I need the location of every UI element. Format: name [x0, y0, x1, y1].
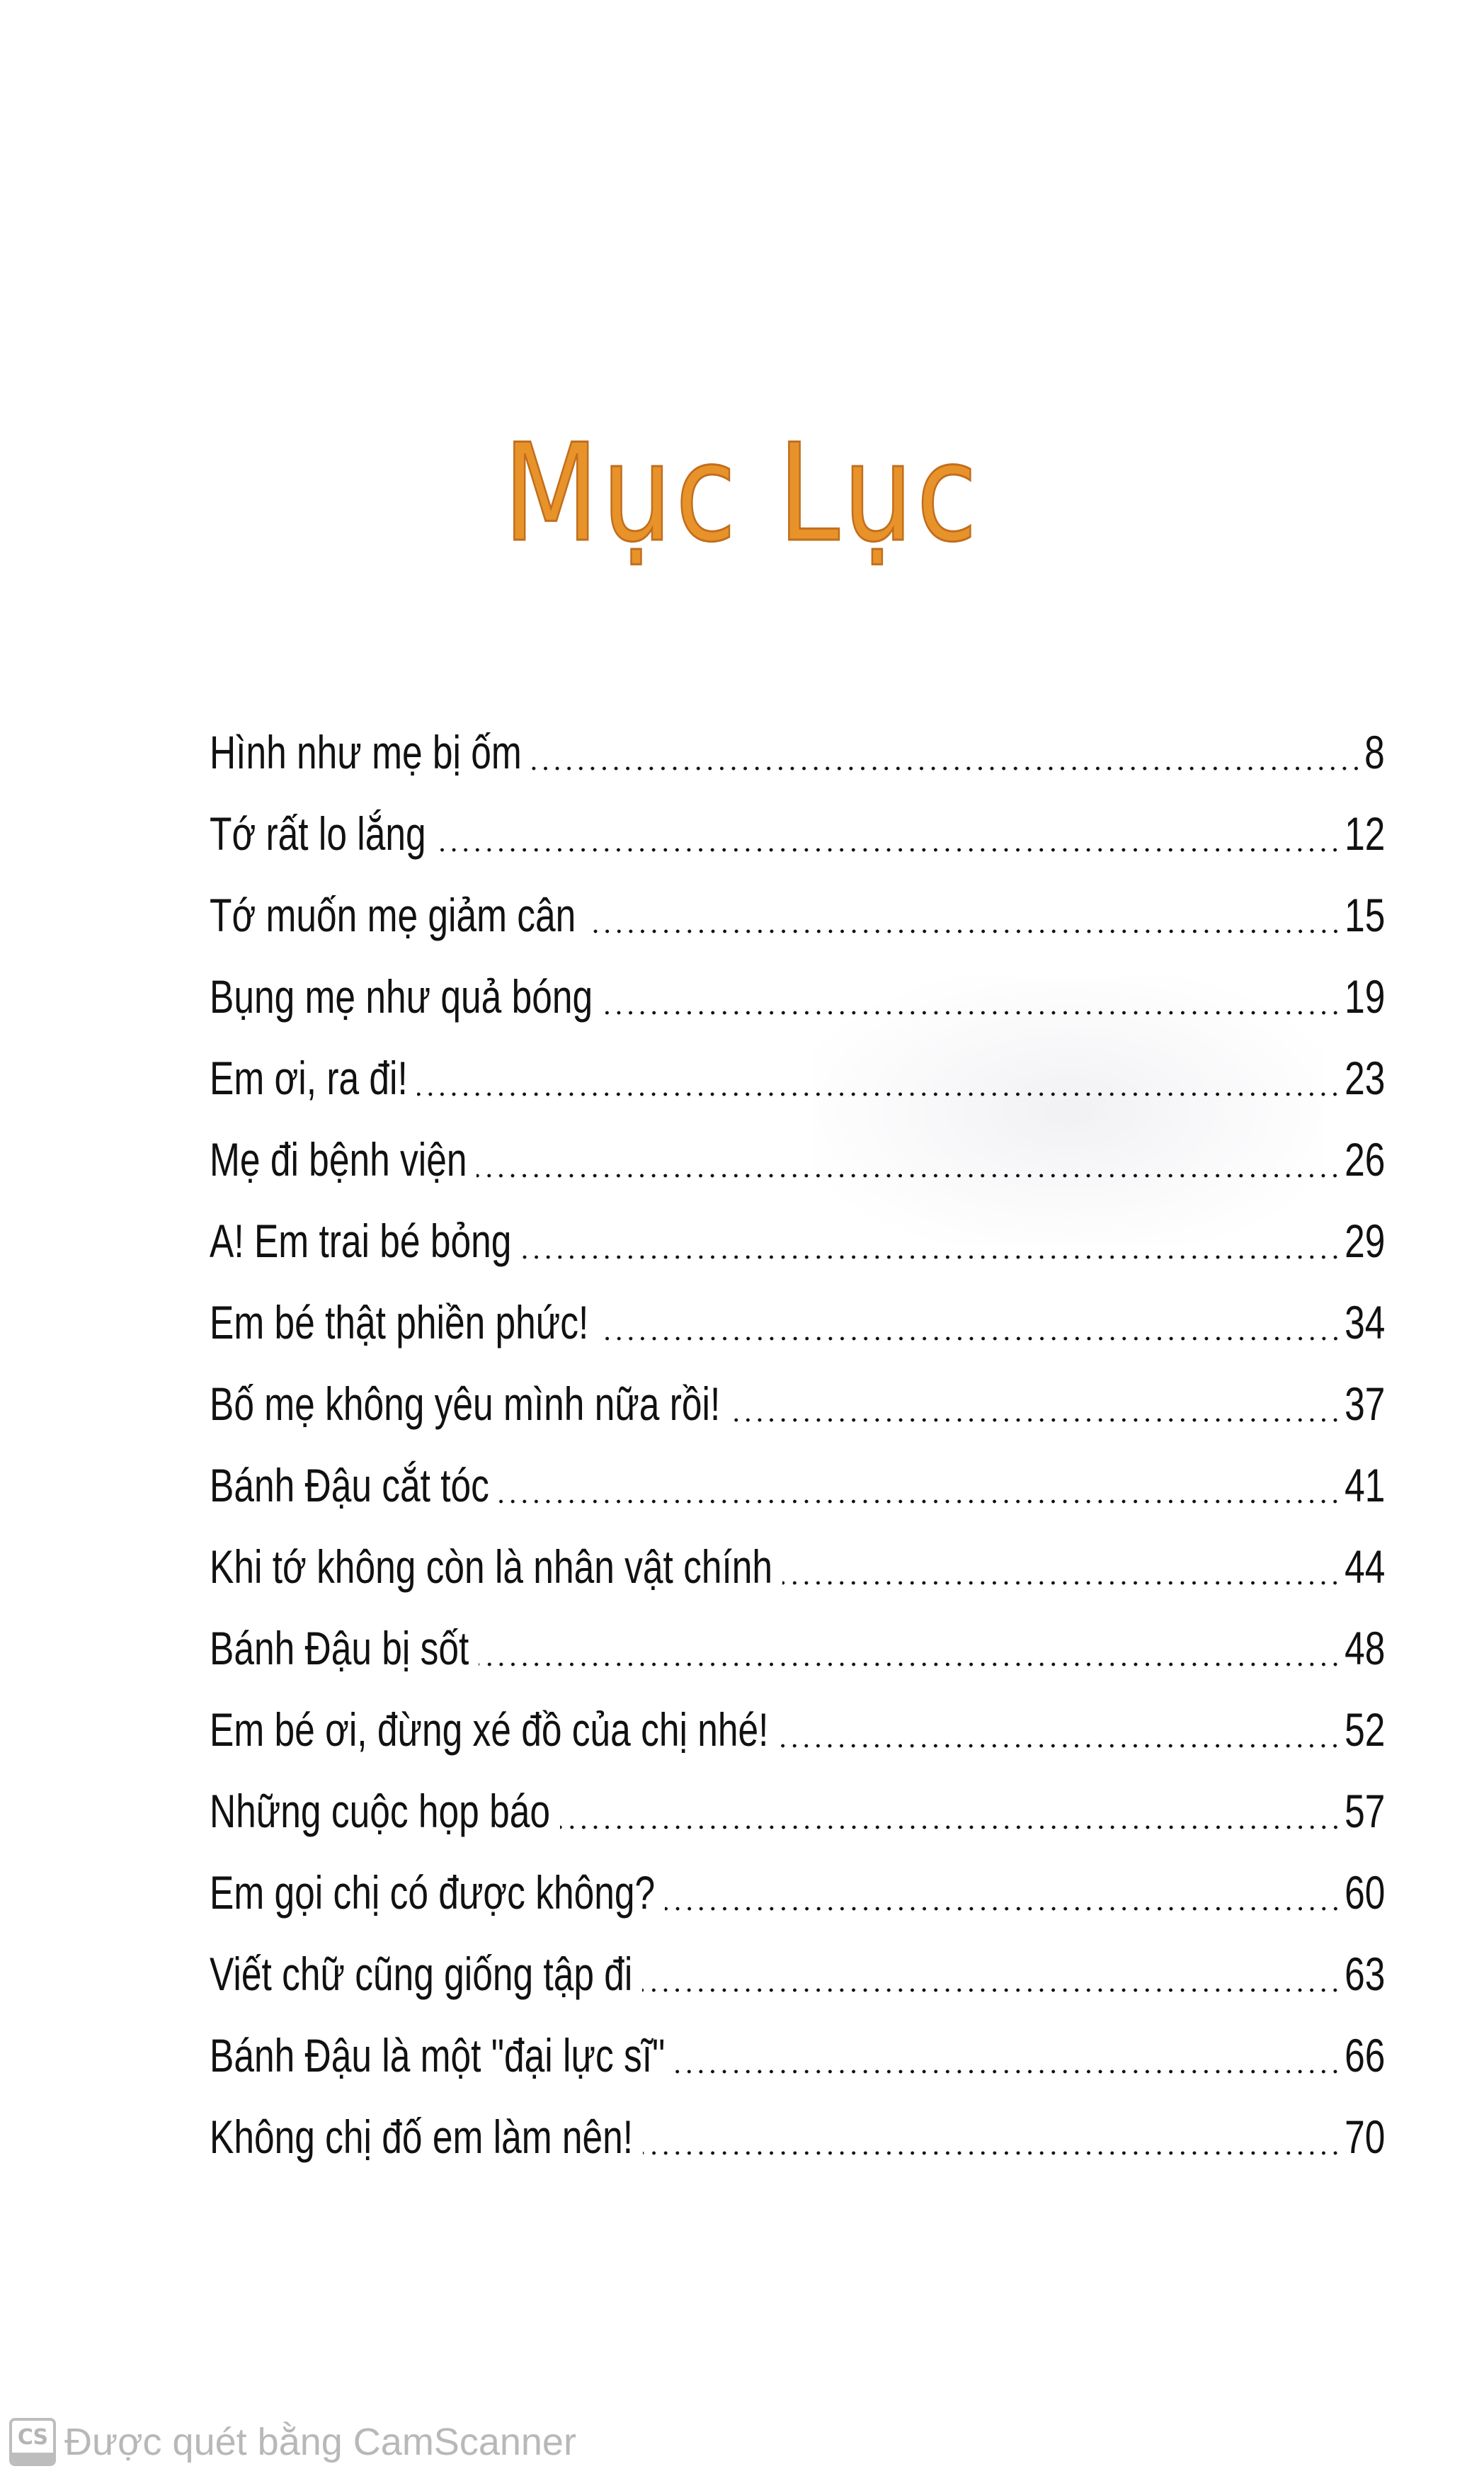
- toc-entry-page: 41: [1344, 1459, 1385, 1511]
- toc-entry-page: 34: [1344, 1296, 1385, 1348]
- dot-leader: [499, 1499, 1341, 1504]
- camscanner-watermark: [9, 2416, 576, 2468]
- dot-leader: [479, 1662, 1341, 1666]
- toc-entry: [210, 1375, 1385, 1457]
- dot-leader: [476, 1174, 1341, 1178]
- toc-entry: [210, 1538, 1385, 1620]
- toc-entry-page: 70: [1344, 2111, 1385, 2163]
- toc-entry-page: 37: [1344, 1378, 1385, 1430]
- dot-leader: [665, 1907, 1342, 1911]
- dot-leader: [435, 848, 1341, 852]
- toc-entry-page: 23: [1344, 1052, 1385, 1104]
- toc-entry-page: 48: [1344, 1622, 1385, 1674]
- toc-entry: [210, 1701, 1385, 1783]
- toc-entry-title: Khi tớ không còn là nhân vật chính: [210, 1540, 773, 1593]
- toc-entry: [210, 1946, 1385, 2027]
- toc-entry-title: Em bé thật phiền phức!: [210, 1296, 589, 1348]
- toc-entry-page: 66: [1344, 2029, 1385, 2082]
- toc-entry-page: 15: [1344, 889, 1385, 941]
- toc-entry-page: 60: [1344, 1866, 1385, 1919]
- toc-entry: [210, 1213, 1385, 1294]
- toc-entry: [210, 1864, 1385, 1946]
- camscanner-logo-bar: [12, 2453, 53, 2463]
- toc-entry-page: 44: [1344, 1540, 1385, 1593]
- dot-leader: [642, 1988, 1341, 1992]
- toc-entry-title: Mẹ đi bệnh viện: [210, 1133, 467, 1186]
- dot-leader: [560, 1825, 1342, 1829]
- toc-entry: [210, 968, 1385, 1050]
- toc-entry: [210, 2108, 1385, 2190]
- dot-leader: [778, 1744, 1341, 1748]
- camscanner-logo-icon: [9, 2418, 56, 2466]
- toc-entry-title: Không chị đố em làm nên!: [210, 2111, 634, 2163]
- toc-entry: [210, 724, 1385, 805]
- dot-leader: [532, 766, 1362, 771]
- toc-entry: [210, 1050, 1385, 1131]
- toc-entry-title: Viết chữ cũng giống tập đi: [210, 1948, 633, 2000]
- toc-entry: [210, 1131, 1385, 1213]
- toc-entry-page: 19: [1344, 970, 1385, 1023]
- toc-entry-title: Bánh Đậu là một "đại lực sĩ": [210, 2029, 666, 2082]
- toc-entry-title: Em ơi, ra đi!: [210, 1052, 408, 1104]
- toc-entry: [210, 2027, 1385, 2108]
- dot-leader: [599, 1336, 1342, 1341]
- toc-entry-page: 63: [1344, 1948, 1385, 2000]
- dot-leader: [603, 1011, 1341, 1015]
- toc-entry-title: Những cuộc họp báo: [210, 1785, 550, 1837]
- dot-leader: [586, 929, 1342, 933]
- toc-entry-title: Tớ rất lo lắng: [210, 807, 426, 860]
- toc-entry: [210, 1620, 1385, 1701]
- toc-entry-page: 29: [1344, 1215, 1385, 1267]
- dot-leader: [675, 2069, 1341, 2074]
- toc-entry-title: Hình như mẹ bị ốm: [210, 726, 522, 778]
- toc-entry: [210, 1294, 1385, 1375]
- toc-entry: [210, 1783, 1385, 1864]
- toc-entry-title: A! Em trai bé bỏng: [210, 1215, 512, 1267]
- dot-leader: [643, 2151, 1341, 2155]
- camscanner-logo-text: CS: [17, 2425, 48, 2450]
- toc-entry: [210, 887, 1385, 968]
- dot-leader: [782, 1581, 1341, 1585]
- dot-leader: [730, 1418, 1341, 1422]
- watermark-text: Được quét bằng CamScanner: [64, 2421, 576, 2463]
- toc-entry: [210, 1457, 1385, 1538]
- toc-entry-title: Tớ muốn mẹ giảm cân: [210, 889, 576, 941]
- toc-entry-page: 52: [1344, 1703, 1385, 1756]
- page-title: Mục Lục: [503, 415, 981, 572]
- toc-entry-page: 57: [1344, 1785, 1385, 1837]
- toc-entry-title: Bố mẹ không yêu mình nữa rồi!: [210, 1378, 721, 1430]
- toc-entry: [210, 805, 1385, 887]
- toc-entry-title: Bánh Đậu bị sốt: [210, 1622, 469, 1674]
- toc-entry-page: 8: [1364, 726, 1385, 778]
- toc-entry-title: Em bé ơi, đừng xé đồ của chị nhé!: [210, 1703, 769, 1756]
- toc-entry-title: Bụng mẹ như quả bóng: [210, 970, 593, 1023]
- dot-leader: [417, 1092, 1341, 1096]
- toc-entry-title: Em gọi chị có được không?: [210, 1866, 656, 1919]
- toc-entry-page: 12: [1344, 807, 1385, 860]
- table-of-contents: [210, 724, 1385, 2190]
- dot-leader: [521, 1255, 1341, 1259]
- toc-entry-page: 26: [1344, 1133, 1385, 1186]
- toc-entry-title: Bánh Đậu cắt tóc: [210, 1459, 489, 1511]
